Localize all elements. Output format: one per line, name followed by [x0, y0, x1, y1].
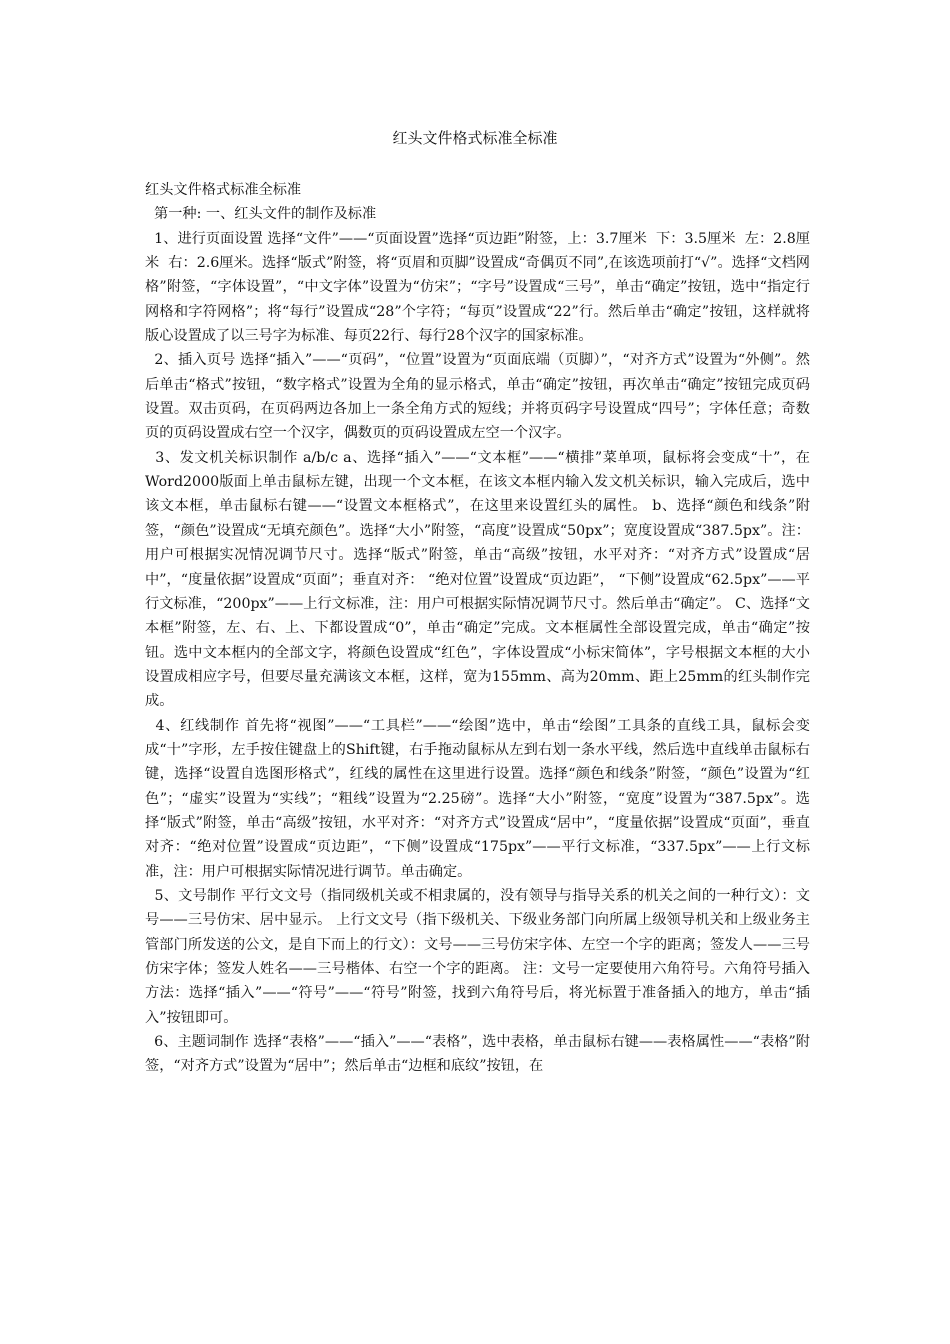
paragraph-red-line: 4、红线制作 首先将“视图”——“工具栏”——“绘图”选中，单击“绘图”工具条的直线工具，鼠标会变成“十”字形，左手按住键盘上的Shift键，右手拖动鼠标从左到右划一条水平线，然后选中直线单击鼠标右键，选择“设置自选图形格式”，红线的属性在这里进行设置。选择“颜色和线条”附签，“颜色”设置为“红色”；“虚实”设置为“实线”；“粗线”设置为“2.25磅”。选择“大小”附签，“宽度”设置为“387.5px”。选择“版式”附签，单击“高级”按钮，水平对齐：“对齐方式”设置成“居中”，“度量依据”设置成“页面”，垂直对齐：“绝对位置”设置成“页边距”，“下侧”设置成“175px”——平行文标准，“337.5px”——上行文标准，注：用户可根据实际情况进行调节。单击确定。 — [145, 717, 810, 880]
paragraph-issuer-mark: 3、发文机关标识制作 a/b/c a、选择“插入”——“文本框”——“横排”菜单项，鼠标将会变成“十”，在Word2000版面上单击鼠标左键，出现一个文本框，在该文本框内输入发文机关标识，输入完成后，选中该文本框，单击鼠标右键——“设置文本框格式”，在这里来设置红头的属性。 b、选择“颜色和线条”附签，“颜色”设置成“无填充颜色”。选择“大小”附签，“高度”设置成“50px”；宽度设置成“387.5px”。注：用户可根据实况情况调节尺寸。选择“版式”附签，单击“高级”按钮，水平对齐：“对齐方式”设置成“居中”，“度量依据”设置成“页面”；垂直对齐： “绝对位置”设置成“页边距”， “下侧”设置成“62.5px”——平行文标准，“200px”——上行文标准，注：用户可根据实际情况调节尺寸。然后单击“确定”。 C、选择“文本框”附签，左、右、上、下都设置成“0”，单击“确定”完成。文本框属性全部设置完成，单击“确定”按钮。选中文本框内的全部文字，将颜色设置成“红色”，字体设置成“小标宋简体”，字号根据文本框的大小设置成相应字号，但要尽量充满该文本框，这样，宽为155mm、高为20mm、距上25mm的红头制作完成。 — [145, 449, 810, 710]
body-heading: 红头文件格式标准全标准 — [145, 182, 302, 198]
paragraph-subject-words: 6、主题词制作 选择“表格”——“插入”——“表格”，选中表格，单击鼠标右键——表格属性——“表格”附签，“对齐方式”设置为“居中”；然后单击“边框和底纹”按钮，在 — [145, 1034, 810, 1075]
section-heading: 第一种: 一、红头文件的制作及标准 — [145, 206, 377, 223]
document-body — [145, 178, 810, 1079]
paragraph-page-setup: 1、进行页面设置 选择“文件”——“页面设置”选择“页边距”附签，上：3.7厘米 下：3.5厘米 左：2.8厘米 右：2.6厘米。选择“版式”附签，将“页眉和页脚”设置成“奇偶页不同”,在该选项前打“√”。选择“文档网格”附签，“字体设置”，“中文字体”设置为“仿宋”；“字号”设置成“三号”，单击“确定”按钮，选中“指定行网格和字符网格”；将“每行”设置成“28”个字符；“每页”设置成“22”行。然后单击“确定”按钮，这样就将版心设置成了以三号字为标准、每页22行、每行28个汉字的国家标准。 — [145, 230, 810, 345]
paragraph-page-number: 2、插入页号 选择“插入”——“页码”，“位置”设置为“页面底端（页脚）”，“对齐方式”设置为“外侧”。然后单击“格式”按钮，“数字格式”设置为全角的显示格式，单击“确定”按钮，再次单击“确定”按钮完成页码设置。双击页码，在页码两边各加上一条全角方式的短线；并将页码字号设置成“四号”；字体任意；奇数页的页码设置成右空一个汉字，偶数页的页码设置成左空一个汉字。 — [145, 352, 810, 442]
document-title: 红头文件格式标准全标准 — [392, 129, 558, 147]
paragraph-document-number: 5、文号制作 平行文文号（指同级机关或不相隶属的，没有领导与指导关系的机关之间的一种行文）：文号——三号仿宋、居中显示。 上行文文号（指下级机关、下级业务部门向所属上级领导机关和上级业务主管部门所发送的公文，是自下而上的行文）：文号——三号仿宋字体、左空一个字的距离；签发人——三号仿宋字体；签发人姓名——三号楷体、右空一个字的距离。 注：文号一定要使用六角符号。六角符号插入方法：选择“插入”——“符号”——“符号”附签，找到六角符号后，将光标置于准备插入的地方，单击“插入”按钮即可。 — [145, 887, 810, 1026]
